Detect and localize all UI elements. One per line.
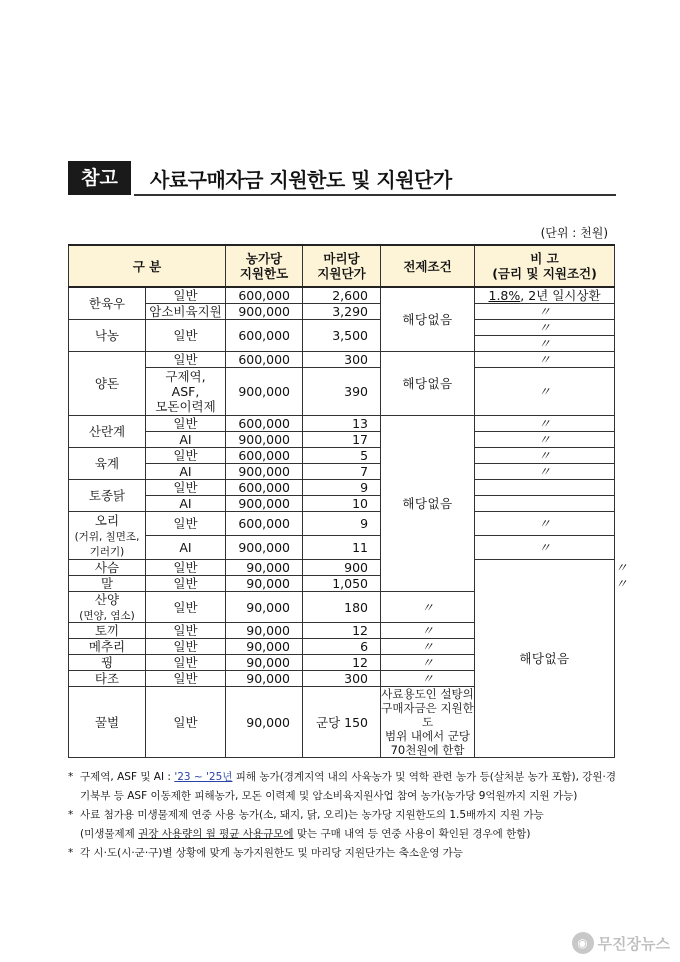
condition-cell: 해당없음 <box>381 416 475 592</box>
price-cell: 300 <box>303 352 381 368</box>
footnote: * 사료 첨가용 미생물제제 연중 사용 농가(소, 돼지, 닭, 오리)는 농가당 지원한도의 1.5배까지 지원 가능 (미생물제제 권장 사용량의 월 평균 사용규모에 맞는 구매 내역 등 연중 사용이 확인된 경우에 한함) <box>68 809 544 840</box>
price-cell: 9 <box>303 512 381 536</box>
price-cell: 7 <box>303 464 381 480</box>
sub-cell: 구제역, ASF, 모돈이력제 <box>146 368 226 416</box>
header-category: 구 분 <box>69 245 226 287</box>
price-cell: 12 <box>303 623 381 639</box>
note-cell: 〃 <box>475 448 615 464</box>
price-cell: 6 <box>303 639 381 655</box>
limit-cell: 600,000 <box>226 480 303 496</box>
sub-cell: 일반 <box>146 448 226 464</box>
header-limit: 농가당 지원한도 <box>226 245 303 287</box>
table-row <box>69 480 615 496</box>
limit-cell: 600,000 <box>226 512 303 536</box>
category-cell: 꿀벌 <box>69 687 146 758</box>
sub-cell: 일반 <box>146 687 226 758</box>
table-row <box>69 352 615 368</box>
header-price: 마리당 지원단가 <box>303 245 381 287</box>
price-cell: 3,500 <box>303 320 381 352</box>
limit-cell: 90,000 <box>226 655 303 671</box>
note-cell: 〃 <box>381 623 475 639</box>
footnotes <box>68 768 620 863</box>
sub-cell: 일반 <box>146 592 226 623</box>
sub-cell: AI <box>146 536 226 560</box>
limit-cell: 900,000 <box>226 496 303 512</box>
note-cell: 〃 <box>475 464 615 480</box>
note-cell: 사료용도인 설탕의 구매자금은 지원한도 범위 내에서 군당 70천원에 한함 <box>381 687 474 757</box>
table-row <box>69 496 615 512</box>
sub-cell: AI <box>146 432 226 448</box>
limit-cell: 600,000 <box>226 320 303 352</box>
price-cell: 11 <box>303 536 381 560</box>
note-cell: 1.8%, 2년 일시상환 <box>475 287 615 304</box>
sub-cell: 일반 <box>146 639 226 655</box>
limit-cell: 900,000 <box>226 536 303 560</box>
sub-cell: 일반 <box>146 655 226 671</box>
note-cell: 〃 <box>475 320 615 336</box>
support-table <box>68 244 628 758</box>
category-cell: 사슴 <box>69 560 146 576</box>
limit-cell: 90,000 <box>226 560 303 576</box>
price-cell: 300 <box>303 671 381 687</box>
category-cell: 육계 <box>69 448 146 480</box>
note-cell: 〃 <box>475 304 615 320</box>
limit-cell: 90,000 <box>226 639 303 655</box>
price-cell: 390 <box>303 368 381 416</box>
limit-cell: 900,000 <box>226 304 303 320</box>
sub-cell: 일반 <box>146 287 226 304</box>
sub-cell: 일반 <box>146 512 226 536</box>
note-cell <box>475 480 615 496</box>
limit-cell: 900,000 <box>226 368 303 416</box>
condition-cell: 해당없음 <box>381 352 475 416</box>
note-cell: 〃 <box>475 536 615 560</box>
limit-cell: 900,000 <box>226 464 303 480</box>
price-cell: 9 <box>303 480 381 496</box>
table-row <box>69 512 615 536</box>
category-cell: 양돈 <box>69 352 146 416</box>
footnote: * 각 시·도(시·군·구)별 상황에 맞게 농가지원한도 및 마리당 지원단가는 축소운영 가능 <box>68 847 463 859</box>
camera-lens-icon: ◉ <box>572 932 594 954</box>
category-cell: 낙농 <box>69 320 146 352</box>
price-cell: 3,290 <box>303 304 381 320</box>
limit-cell: 90,000 <box>226 576 303 592</box>
sub-cell: 일반 <box>146 671 226 687</box>
limit-cell: 900,000 <box>226 432 303 448</box>
limit-cell: 90,000 <box>226 592 303 623</box>
limit-cell: 90,000 <box>226 623 303 639</box>
note-cell: 〃 <box>381 592 475 623</box>
table-row <box>69 432 615 448</box>
table-row: 사슴 일반 90,000 900 해당없음 〃 <box>69 560 615 576</box>
table-row <box>69 304 615 320</box>
category-cell: 꿩 <box>69 655 146 671</box>
sub-cell: 일반 <box>146 576 226 592</box>
sub-cell: 일반 <box>146 623 226 639</box>
price-cell: 13 <box>303 416 381 432</box>
reference-badge: 참고 <box>68 161 131 195</box>
price-cell: 5 <box>303 448 381 464</box>
table-row <box>69 448 615 464</box>
sub-cell: 일반 <box>146 352 226 368</box>
table-header-row <box>69 245 615 287</box>
category-cell: 토종닭 <box>69 480 146 512</box>
price-cell: 군당 150 <box>303 687 381 758</box>
category-cell: 산양 (면양, 염소) <box>69 592 146 623</box>
limit-cell: 90,000 <box>226 687 303 758</box>
category-cell: 한육우 <box>69 287 146 320</box>
table-row <box>69 320 615 336</box>
price-cell: 900 <box>303 560 381 576</box>
title-block <box>68 161 616 197</box>
limit-cell: 600,000 <box>226 448 303 464</box>
watermark-text: 무진장뉴스 <box>597 934 670 953</box>
note-cell <box>475 496 615 512</box>
price-cell: 2,600 <box>303 287 381 304</box>
category-cell: 말 <box>69 576 146 592</box>
note-cell: 〃 <box>475 432 615 448</box>
title-underline <box>134 194 616 196</box>
sub-cell: 일반 <box>146 480 226 496</box>
sub-cell: AI <box>146 496 226 512</box>
footnote: * 구제역, ASF 및 AI : '23 ~ '25년 피해 농가(경계지역 내의 사육농가 및 역학 관련 농가 등(살처분 농가 포함), 강원·경기북부 등 ASF 이동제한 피해농가, 모돈 이력제 및 암소비육지원사업 참여 농가(농가당 9억원까지 지원 가능) <box>68 771 617 802</box>
limit-cell: 600,000 <box>226 287 303 304</box>
table-row <box>69 464 615 480</box>
price-cell: 17 <box>303 432 381 448</box>
note-cell: 〃 <box>475 416 615 432</box>
sub-cell: 일반 <box>146 320 226 352</box>
price-cell: 10 <box>303 496 381 512</box>
table-row <box>69 368 615 416</box>
limit-cell: 600,000 <box>226 352 303 368</box>
note-cell: 〃 <box>381 639 475 655</box>
page-title: 사료구매자금 지원한도 및 지원단가 <box>150 168 452 192</box>
table-row: 말 일반 90,000 1,050 〃 <box>69 576 615 592</box>
unit-label: (단위 : 천원) <box>540 226 608 240</box>
note-cell: 〃 <box>475 336 615 352</box>
category-cell: 오리 (거위, 칠면조, 기러기) <box>69 512 146 560</box>
note-cell: 〃 <box>475 512 615 536</box>
sub-cell: 암소비육지원 <box>146 304 226 320</box>
note-cell: 〃 <box>475 368 615 416</box>
sub-cell: 일반 <box>146 416 226 432</box>
watermark <box>572 932 670 954</box>
price-cell: 180 <box>303 592 381 623</box>
sub-cell: AI <box>146 464 226 480</box>
table-row <box>69 287 615 304</box>
note-cell: 〃 <box>475 352 615 368</box>
header-note: 비 고 (금리 및 지원조건) <box>475 245 615 287</box>
table-row <box>69 416 615 432</box>
header-condition: 전제조건 <box>381 245 475 287</box>
category-cell: 산란계 <box>69 416 146 448</box>
sub-cell: 일반 <box>146 560 226 576</box>
table-row <box>69 536 615 560</box>
limit-cell: 600,000 <box>226 416 303 432</box>
price-cell: 12 <box>303 655 381 671</box>
category-cell: 타조 <box>69 671 146 687</box>
category-cell: 토끼 <box>69 623 146 639</box>
note-cell: 〃 <box>381 655 475 671</box>
condition-cell: 해당없음 <box>475 560 615 758</box>
condition-cell: 해당없음 <box>381 287 475 352</box>
limit-cell: 90,000 <box>226 671 303 687</box>
note-cell: 〃 <box>381 671 475 687</box>
price-cell: 1,050 <box>303 576 381 592</box>
category-cell: 메추리 <box>69 639 146 655</box>
